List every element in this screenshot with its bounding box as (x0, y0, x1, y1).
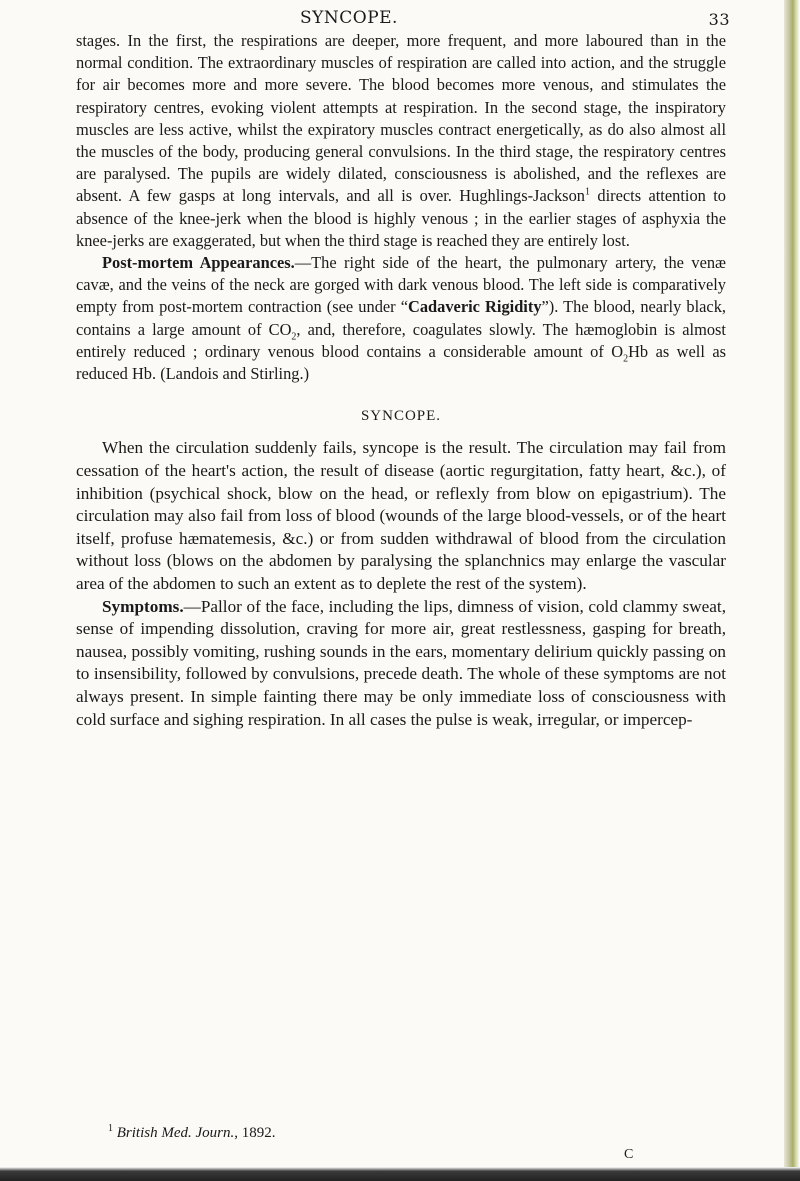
run-in-heading: Post-mortem Appearances. (102, 253, 295, 273)
paragraph-text: —The right side of the heart, the pulmonary artery, the venæ cavæ, and the veins of the neck are gorged with dark venous blood. The left side is comparatively empty from post-mortem contraction (see under “ (76, 253, 726, 317)
paragraph-symptoms (76, 596, 726, 732)
paragraph-asphyxia-stages (76, 30, 726, 252)
page-edge-bottom (0, 1167, 800, 1181)
footnote (108, 1125, 276, 1142)
paragraph-text: , and, therefore, coagulates slowly. The hæmoglobin is almost entirely reduced ; ordinary venous blood contains a considerable amount of O (76, 319, 726, 361)
footnote-mark: 1 (108, 1123, 113, 1134)
footnote-reference: 1 (584, 186, 590, 198)
paragraph-post-mortem (76, 252, 726, 385)
body-text (76, 30, 726, 731)
subscript: 2 (623, 353, 629, 365)
paragraph-syncope-causes: When the circulation suddenly fails, syncope is the result. The circulation may fail from cessation of the heart's action, the result of disease (aortic regurgitation, fatty heart, &c.), of inhibition (psychical shock, blow on the head, or reflexly from blow on epigastrium). The circulation may also fail from loss of blood (wounds of the large blood-vessels, or of the heart itself, profuse hæmatemesis, &c.) or from sudden withdrawal of blood from the circulation without loss (blows on the abdomen by paralysing the splanchnics may enlarge the vascular area of the abdomen to such an extent as to deplete the rest of the system). (76, 438, 726, 594)
footnote-journal: British Med. Journ. (116, 1125, 235, 1141)
syncope-section (76, 437, 726, 731)
section-title: SYNCOPE. (360, 408, 442, 425)
paragraph-text: —Pallor of the face, including the lips, dimness of vision, cold clammy sweat, sense of impending dissolution, craving for more air, great restlessness, gasping for breath, nausea, possibly vomiting, rushing sounds in the ears, momentary delirium quickly passing on to insensibility, followed by convulsions, precede death. The whole of these symptoms are not always present. In simple fainting there may be only immediate loss of consciousness with cold surface and sighing respiration. In all cases the pulse is weak, irregular, or impercep- (76, 596, 726, 729)
signature-mark: C (624, 1147, 634, 1162)
subscript: 2 (291, 330, 297, 342)
cross-reference: Cadaveric Rigidity (408, 297, 542, 317)
run-in-heading: Symptoms. (102, 596, 184, 616)
paragraph-text: ”). The blood, nearly black, contains a large amount of CO (76, 297, 726, 339)
paragraph-text: stages. In the first, the respirations are deeper, more frequent, and more laboured than in the normal condition. The extraordinary muscles of respiration are called into action, and the struggle for air becomes more and more severe. The blood becomes more venous, and stimulates the respiratory centres, evoking violent attempts at respiration. In the second stage, the inspiratory muscles are less active, whilst the expiratory muscles contract energetically, as do also almost all the muscles of the body, producing general convulsions. In the third stage, the respiratory centres are paralysed. The pupils are widely dilated, consciousness is abolished, and the reflexes are absent. A few gasps at long intervals, and all is over. Hughlings-Jackson (76, 31, 726, 206)
page-number: 33 (708, 10, 730, 29)
running-title: SYNCOPE. (300, 8, 398, 28)
page-edge-right (784, 0, 800, 1181)
paragraph-text: Hb as well as reduced Hb. (Landois and Stirling.) (76, 341, 726, 384)
paragraph-text: directs attention to absence of the knee-jerk when the blood is highly venous ; in the earlier stages of asphyxia the knee-jerks are exaggerated, but when the third stage is reached they are entirely lost. (76, 186, 726, 250)
footnote-year: , 1892. (234, 1125, 276, 1141)
page-header (60, 8, 730, 32)
